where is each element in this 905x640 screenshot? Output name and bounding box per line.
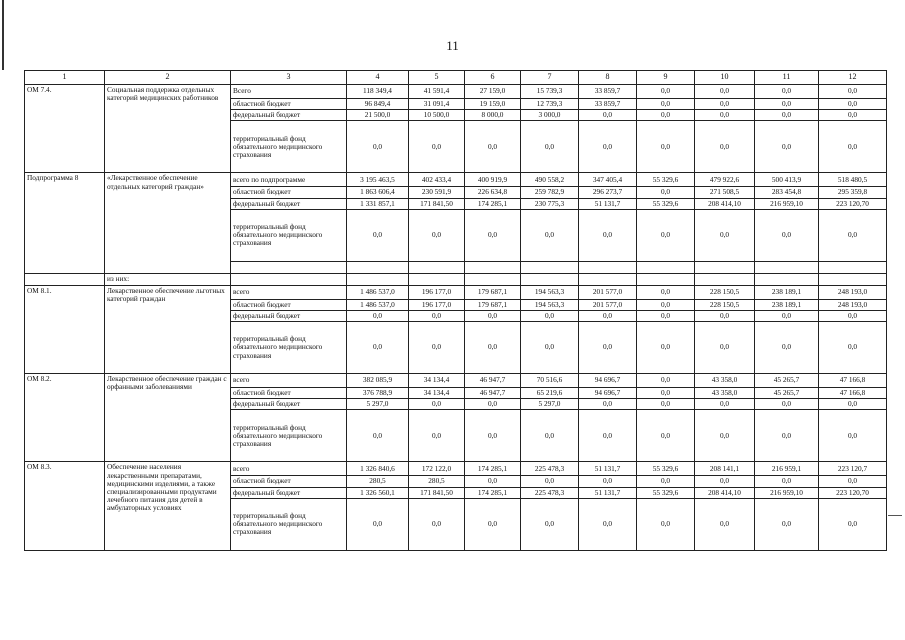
amount-cell: 0,0	[637, 187, 695, 198]
header-cell: 3	[231, 71, 347, 85]
amount-cell: 0,0	[465, 310, 521, 321]
amount-cell: 0,0	[637, 476, 695, 487]
program-code: Подпрограмма 8	[25, 173, 105, 273]
amount-cell: 1 331 857,1	[347, 198, 409, 209]
amount-cell: 0,0	[695, 498, 755, 550]
funding-source: федеральный бюджет	[231, 310, 347, 321]
amount-cell: 201 577,0	[579, 299, 637, 310]
funding-source: Всего	[231, 85, 347, 99]
amount-cell: 0,0	[695, 121, 755, 173]
amount-cell: 0,0	[465, 410, 521, 462]
header-cell: 12	[819, 71, 887, 85]
program-code: ОМ 7.4.	[25, 85, 105, 173]
amount-cell: 0,0	[409, 322, 465, 374]
funding-source: федеральный бюджет	[231, 198, 347, 209]
amount-cell: 0,0	[695, 99, 755, 110]
amount-cell: 45 265,7	[755, 388, 819, 399]
amount-cell: 0,0	[695, 85, 755, 99]
funding-source: областной бюджет	[231, 476, 347, 487]
amount-cell: 1 863 606,4	[347, 187, 409, 198]
amount-cell: 34 134,4	[409, 388, 465, 399]
funding-source: федеральный бюджет	[231, 399, 347, 410]
table-row	[25, 462, 887, 476]
amount-cell: 33 859,7	[579, 99, 637, 110]
amount-cell: 0,0	[637, 498, 695, 550]
amount-cell: 225 478,3	[521, 462, 579, 476]
table-row	[25, 285, 887, 299]
amount-cell: 0,0	[347, 410, 409, 462]
amount-cell: 43 358,0	[695, 374, 755, 388]
amount-cell: 0,0	[409, 399, 465, 410]
amount-cell: 0,0	[695, 476, 755, 487]
empty-cell	[465, 261, 521, 273]
amount-cell: 0,0	[637, 322, 695, 374]
program-name: Лекарственное обеспечение льготных категорий граждан	[105, 285, 231, 373]
amount-cell: 0,0	[819, 322, 887, 374]
amount-cell: 238 189,1	[755, 299, 819, 310]
empty-cell	[409, 273, 465, 285]
empty-cell	[755, 273, 819, 285]
page-number: 11	[446, 38, 459, 53]
amount-cell: 208 141,1	[695, 462, 755, 476]
amount-cell: 171 841,50	[409, 198, 465, 209]
amount-cell: 0,0	[465, 322, 521, 374]
amount-cell: 0,0	[347, 498, 409, 550]
amount-cell: 382 085,9	[347, 374, 409, 388]
amount-cell: 479 922,6	[695, 173, 755, 187]
amount-cell: 0,0	[347, 310, 409, 321]
amount-cell: 10 500,0	[409, 110, 465, 121]
amount-cell: 295 359,8	[819, 187, 887, 198]
amount-cell: 402 433,4	[409, 173, 465, 187]
funding-source: всего	[231, 285, 347, 299]
program-name: «Лекарственное обеспечение отдельных категорий граждан»	[105, 173, 231, 273]
amount-cell: 283 454,8	[755, 187, 819, 198]
funding-source: всего	[231, 374, 347, 388]
amount-cell: 271 508,5	[695, 187, 755, 198]
amount-cell: 0,0	[579, 476, 637, 487]
amount-cell: 55 329,6	[637, 487, 695, 498]
funding-source: территориальный фонд обязательного медицинского страхования	[231, 498, 347, 550]
amount-cell: 0,0	[637, 374, 695, 388]
amount-cell: 0,0	[637, 285, 695, 299]
amount-cell: 0,0	[755, 99, 819, 110]
note-label: из них:	[105, 273, 231, 285]
amount-cell: 0,0	[579, 322, 637, 374]
amount-cell: 12 739,3	[521, 99, 579, 110]
amount-cell: 51 131,7	[579, 462, 637, 476]
table-row	[25, 85, 887, 99]
amount-cell: 21 500,0	[347, 110, 409, 121]
amount-cell: 0,0	[755, 410, 819, 462]
program-code: ОМ 8.2.	[25, 374, 105, 462]
amount-cell: 0,0	[637, 299, 695, 310]
amount-cell: 0,0	[347, 121, 409, 173]
amount-cell: 0,0	[819, 476, 887, 487]
amount-cell: 55 329,6	[637, 173, 695, 187]
amount-cell: 0,0	[695, 399, 755, 410]
margin-dash	[888, 515, 902, 516]
amount-cell: 0,0	[465, 209, 521, 261]
amount-cell: 0,0	[521, 209, 579, 261]
header-cell: 6	[465, 71, 521, 85]
empty-cell	[695, 273, 755, 285]
amount-cell: 0,0	[637, 209, 695, 261]
amount-cell: 0,0	[465, 399, 521, 410]
amount-cell: 0,0	[695, 110, 755, 121]
amount-cell: 5 297,0	[521, 399, 579, 410]
header-cell: 7	[521, 71, 579, 85]
amount-cell: 174 285,1	[465, 487, 521, 498]
amount-cell: 8 000,0	[465, 110, 521, 121]
amount-cell: 196 177,0	[409, 285, 465, 299]
funding-source: территориальный фонд обязательного медицинского страхования	[231, 410, 347, 462]
amount-cell: 0,0	[637, 85, 695, 99]
amount-cell: 65 219,6	[521, 388, 579, 399]
amount-cell: 179 687,1	[465, 299, 521, 310]
amount-cell: 0,0	[521, 476, 579, 487]
amount-cell: 0,0	[521, 121, 579, 173]
amount-cell: 3 195 463,5	[347, 173, 409, 187]
amount-cell: 1 326 840,6	[347, 462, 409, 476]
amount-cell: 5 297,0	[347, 399, 409, 410]
amount-cell: 0,0	[409, 310, 465, 321]
amount-cell: 296 273,7	[579, 187, 637, 198]
funding-source: всего	[231, 462, 347, 476]
table-header-row	[25, 71, 887, 85]
amount-cell: 34 134,4	[409, 374, 465, 388]
amount-cell: 0,0	[819, 410, 887, 462]
amount-cell: 0,0	[579, 410, 637, 462]
amount-cell: 0,0	[465, 498, 521, 550]
amount-cell: 43 358,0	[695, 388, 755, 399]
amount-cell: 31 091,4	[409, 99, 465, 110]
amount-cell: 0,0	[521, 310, 579, 321]
amount-cell: 0,0	[637, 388, 695, 399]
amount-cell: 0,0	[819, 209, 887, 261]
amount-cell: 248 193,0	[819, 299, 887, 310]
empty-cell	[465, 273, 521, 285]
amount-cell: 280,5	[409, 476, 465, 487]
amount-cell: 0,0	[347, 322, 409, 374]
empty-cell	[347, 261, 409, 273]
amount-cell: 47 166,8	[819, 388, 887, 399]
table-row	[25, 374, 887, 388]
amount-cell: 0,0	[755, 322, 819, 374]
funding-source: всего по подпрограмме	[231, 173, 347, 187]
funding-source: областной бюджет	[231, 187, 347, 198]
budget-table	[24, 70, 887, 551]
empty-cell	[231, 273, 347, 285]
funding-source: областной бюджет	[231, 99, 347, 110]
empty-cell	[347, 273, 409, 285]
amount-cell: 0,0	[409, 209, 465, 261]
amount-cell: 194 563,3	[521, 299, 579, 310]
amount-cell: 46 947,7	[465, 374, 521, 388]
amount-cell: 96 849,4	[347, 99, 409, 110]
amount-cell: 0,0	[637, 99, 695, 110]
amount-cell: 55 329,6	[637, 462, 695, 476]
amount-cell: 228 150,5	[695, 299, 755, 310]
amount-cell: 174 285,1	[465, 198, 521, 209]
empty-cell	[695, 261, 755, 273]
table-row	[25, 173, 887, 187]
amount-cell: 0,0	[465, 476, 521, 487]
funding-source: территориальный фонд обязательного медицинского страхования	[231, 322, 347, 374]
amount-cell: 55 329,6	[637, 198, 695, 209]
header-cell: 9	[637, 71, 695, 85]
amount-cell: 259 782,9	[521, 187, 579, 198]
amount-cell: 0,0	[755, 209, 819, 261]
amount-cell: 1 486 537,0	[347, 299, 409, 310]
amount-cell: 0,0	[819, 85, 887, 99]
funding-source: федеральный бюджет	[231, 110, 347, 121]
amount-cell: 347 405,4	[579, 173, 637, 187]
amount-cell: 33 859,7	[579, 85, 637, 99]
empty-cell	[819, 261, 887, 273]
amount-cell: 27 159,0	[465, 85, 521, 99]
amount-cell: 0,0	[521, 322, 579, 374]
empty-cell	[409, 261, 465, 273]
amount-cell: 47 166,8	[819, 374, 887, 388]
amount-cell: 0,0	[819, 310, 887, 321]
amount-cell: 194 563,3	[521, 285, 579, 299]
amount-cell: 0,0	[521, 498, 579, 550]
amount-cell: 208 414,10	[695, 487, 755, 498]
empty-cell	[637, 261, 695, 273]
funding-source: территориальный фонд обязательного медицинского страхования	[231, 209, 347, 261]
note-row	[25, 273, 887, 285]
amount-cell: 0,0	[637, 410, 695, 462]
amount-cell: 0,0	[637, 310, 695, 321]
amount-cell: 0,0	[579, 110, 637, 121]
amount-cell: 0,0	[755, 476, 819, 487]
amount-cell: 1 326 560,1	[347, 487, 409, 498]
empty-cell	[579, 261, 637, 273]
program-name: Лекарственное обеспечение граждан с орфанными заболеваниями	[105, 374, 231, 462]
header-cell: 10	[695, 71, 755, 85]
amount-cell: 46 947,7	[465, 388, 521, 399]
amount-cell: 518 480,5	[819, 173, 887, 187]
amount-cell: 0,0	[819, 498, 887, 550]
amount-cell: 0,0	[347, 209, 409, 261]
empty-cell	[819, 273, 887, 285]
amount-cell: 0,0	[755, 310, 819, 321]
amount-cell: 19 159,0	[465, 99, 521, 110]
amount-cell: 490 558,2	[521, 173, 579, 187]
amount-cell: 0,0	[819, 399, 887, 410]
funding-source: территориальный фонд обязательного медицинского страхования	[231, 121, 347, 173]
amount-cell: 0,0	[579, 121, 637, 173]
amount-cell: 400 919,9	[465, 173, 521, 187]
amount-cell: 0,0	[637, 121, 695, 173]
empty-cell	[521, 261, 579, 273]
amount-cell: 174 285,1	[465, 462, 521, 476]
amount-cell: 0,0	[695, 310, 755, 321]
left-margin-rule	[2, 0, 4, 70]
amount-cell: 0,0	[409, 121, 465, 173]
amount-cell: 118 349,4	[347, 85, 409, 99]
funding-source: областной бюджет	[231, 388, 347, 399]
amount-cell: 216 959,10	[755, 487, 819, 498]
amount-cell: 0,0	[521, 410, 579, 462]
amount-cell: 45 265,7	[755, 374, 819, 388]
amount-cell: 0,0	[819, 110, 887, 121]
amount-cell: 0,0	[755, 399, 819, 410]
program-name: Социальная поддержка отдельных категорий медицинских работников	[105, 85, 231, 173]
program-code: ОМ 8.3.	[25, 462, 105, 550]
amount-cell: 0,0	[637, 399, 695, 410]
amount-cell: 172 122,0	[409, 462, 465, 476]
amount-cell: 225 478,3	[521, 487, 579, 498]
amount-cell: 376 788,9	[347, 388, 409, 399]
funding-source: федеральный бюджет	[231, 487, 347, 498]
empty-cell	[637, 273, 695, 285]
amount-cell: 0,0	[409, 498, 465, 550]
amount-cell: 0,0	[637, 110, 695, 121]
amount-cell: 94 696,7	[579, 388, 637, 399]
amount-cell: 208 414,10	[695, 198, 755, 209]
amount-cell: 230 591,9	[409, 187, 465, 198]
amount-cell: 0,0	[579, 399, 637, 410]
amount-cell: 0,0	[755, 121, 819, 173]
amount-cell: 94 696,7	[579, 374, 637, 388]
amount-cell: 223 120,70	[819, 198, 887, 209]
amount-cell: 51 131,7	[579, 198, 637, 209]
amount-cell: 216 959,1	[755, 462, 819, 476]
amount-cell: 3 000,0	[521, 110, 579, 121]
amount-cell: 0,0	[755, 85, 819, 99]
amount-cell: 41 591,4	[409, 85, 465, 99]
header-cell: 2	[105, 71, 231, 85]
amount-cell: 0,0	[409, 410, 465, 462]
amount-cell: 179 687,1	[465, 285, 521, 299]
amount-cell: 0,0	[755, 498, 819, 550]
empty-cell	[521, 273, 579, 285]
amount-cell: 0,0	[755, 110, 819, 121]
amount-cell: 228 150,5	[695, 285, 755, 299]
empty-cell	[755, 261, 819, 273]
empty-cell	[25, 273, 105, 285]
amount-cell: 15 739,3	[521, 85, 579, 99]
amount-cell: 280,5	[347, 476, 409, 487]
header-cell: 4	[347, 71, 409, 85]
amount-cell: 0,0	[465, 121, 521, 173]
amount-cell: 238 189,1	[755, 285, 819, 299]
amount-cell: 230 775,3	[521, 198, 579, 209]
empty-cell	[579, 273, 637, 285]
amount-cell: 70 516,6	[521, 374, 579, 388]
amount-cell: 500 413,9	[755, 173, 819, 187]
header-cell: 8	[579, 71, 637, 85]
header-cell: 1	[25, 71, 105, 85]
amount-cell: 0,0	[579, 209, 637, 261]
amount-cell: 171 841,50	[409, 487, 465, 498]
empty-cell	[231, 261, 347, 273]
amount-cell: 0,0	[819, 99, 887, 110]
amount-cell: 248 193,0	[819, 285, 887, 299]
header-cell: 5	[409, 71, 465, 85]
amount-cell: 1 486 537,0	[347, 285, 409, 299]
amount-cell: 0,0	[579, 498, 637, 550]
amount-cell: 0,0	[695, 410, 755, 462]
header-cell: 11	[755, 71, 819, 85]
amount-cell: 0,0	[819, 121, 887, 173]
amount-cell: 0,0	[695, 322, 755, 374]
amount-cell: 223 120,70	[819, 487, 887, 498]
amount-cell: 201 577,0	[579, 285, 637, 299]
program-code: ОМ 8.1.	[25, 285, 105, 373]
funding-source: областной бюджет	[231, 299, 347, 310]
amount-cell: 216 959,10	[755, 198, 819, 209]
amount-cell: 196 177,0	[409, 299, 465, 310]
amount-cell: 226 634,8	[465, 187, 521, 198]
amount-cell: 223 120,7	[819, 462, 887, 476]
amount-cell: 0,0	[695, 209, 755, 261]
amount-cell: 0,0	[579, 310, 637, 321]
amount-cell: 51 131,7	[579, 487, 637, 498]
program-name: Обеспечение населения лекарственными препаратами, медицинскими изделиями, а также специализированными продуктами лечебного питания для детей в амбулаторных условиях	[105, 462, 231, 550]
